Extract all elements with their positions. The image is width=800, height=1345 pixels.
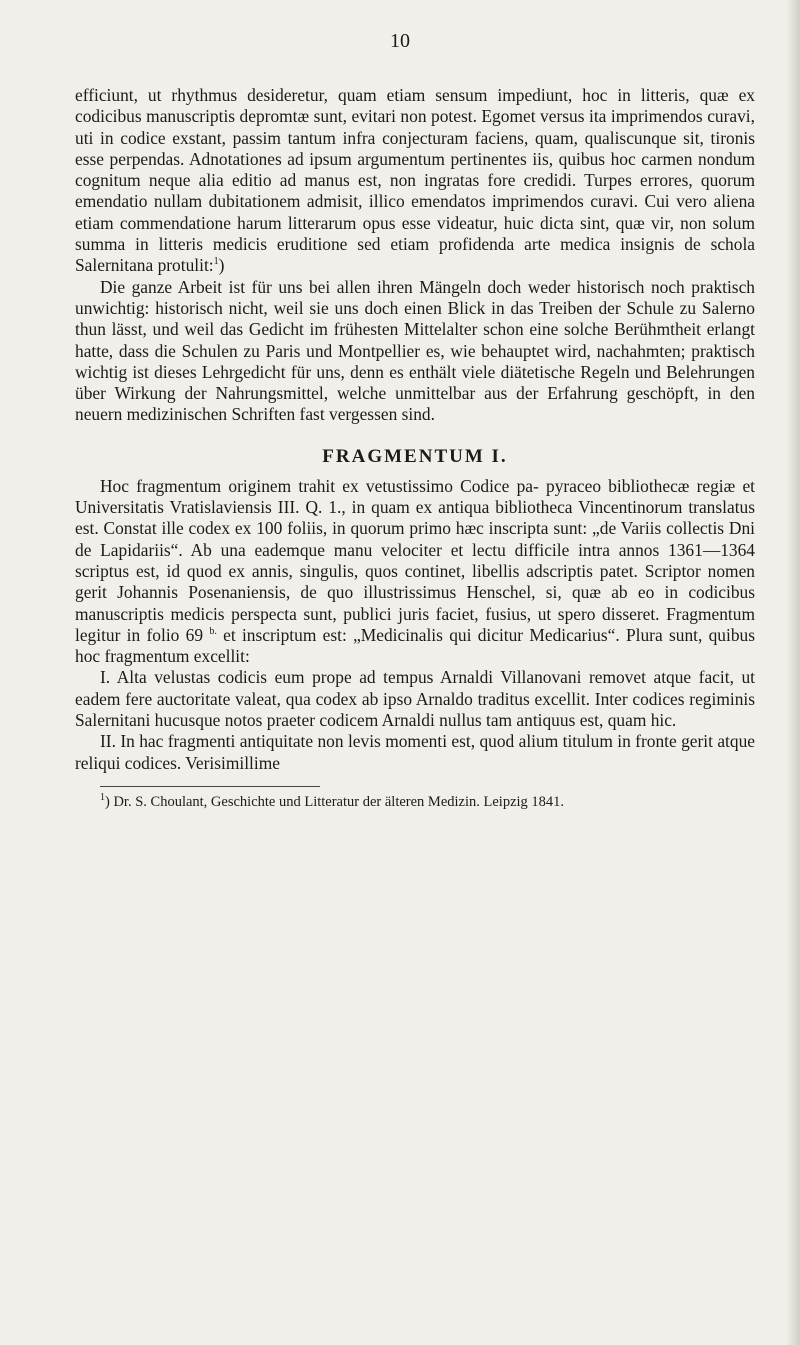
section-heading: FRAGMENTUM I. xyxy=(322,445,508,467)
page-number: 10 xyxy=(390,30,410,52)
footnote-mark: 1 xyxy=(100,792,105,804)
footnote-text: ) Dr. S. Choulant, Geschichte und Litteratur der älteren Medizin. Leipzig 1841. xyxy=(105,793,565,810)
paragraph-quote-german: Die ganze Arbeit ist für uns bei allen ihren Mängeln doch weder historisch noch praktisch unwichtig: historisch nicht, weil sie uns doch einen Blick in das Treiben der Schule zu Salerno thun lässt, und weil das Gedicht im frühesten Mittelalter schon eine solche Berühmtheit erlangt hatte, dass die Schulen zu Paris und Montpellier es, wie behauptet wird, nachahmten; praktisch wichtig ist dieses Lehrgedicht für uns, denn es enthält viele diätetische Regeln und Belehrungen über Wirkung der Nahrungsmittel, welche unmittelbar aus der Erfahrung geschöpft, in den neuern medizinischen Schriften fast vergessen sind. xyxy=(75,276,755,425)
footnote xyxy=(75,793,755,811)
footnote-divider xyxy=(100,786,320,787)
paragraph-intro-text: efficiunt, ut rhythmus desideretur, quam etiam sensum impediunt, hoc in litteris, quæ ex codicibus manuscriptis depromtæ sunt, evitari non potest. Egomet versus ita imprimendos curavi, uti in codice exstant, passim tantum infra conjecturam faciens, quam, qualiscunque sit, tironis esse perpendas. Adnotationes ad ipsum argumentum pertinentes iis, quibus hoc carmen nondum cognitum neque alia editio ad manus est, non ingratas fore credidi. Turpes errores, quorum emendatio nullam dubitationem admisit, illico emendatos imprimendos curavi. Cui vero aliena etiam commendatione harum litterarum opus esse videatur, huic dicta sint, quæ vir, non solum summa in litteris medicis eruditione sed etiam profidenda arte medica insignis de schola Salernitana protulit: xyxy=(75,85,755,276)
body-text xyxy=(75,85,755,811)
list-item-one: I. Alta velustas codicis eum prope ad tempus Arnaldi Villanovani removet atque facit, ut eadem fere auctoritate valeat, qua codex ab ipso Arnaldo traditus excellit. Inter codices regiminis Salernitani hucusque notos praeter codicem Arnaldi nullus tam antiquus est, quam hic. xyxy=(75,667,755,731)
folio-superscript: b. xyxy=(209,626,217,638)
page-edge-shadow xyxy=(786,0,800,1345)
footnote-ref-paren: ) xyxy=(218,255,225,276)
footnote-ref: 1 xyxy=(213,256,219,268)
list-item-two: II. In hac fragmenti antiquitate non levis momenti est, quod alium titulum in fronte gerit atque reliqui codices. Verisimillime xyxy=(75,731,755,773)
codex-description-text: Hoc fragmentum originem trahit ex vetustissimo Codice pa- pyraceo bibliothecæ regiæ et Universitatis Vratislaviensis III. Q. 1., in quam ex antiqua bibliotheca Vincentinorum translatus est. Constat ille codex ex 100 foliis, in quorum primo hæc inscripta sunt: „de Variis collectis Dni de Lapidariis“. Ab una eademque manu velociter et lectu difficile intra annos 1361—1364 scriptus est, id quod ex annis, singulis, quos continet, libellis adscriptis patet. Scriptor nomen gerit Johannis Posenaniensis, de quo illustrissimus Henschel, si, quæ ab eo in codicibus manuscriptis medicis perspecta sunt, publici juris faciet, fusius, ut spero disseret. Fragmentum legitur in folio 69 xyxy=(75,475,755,645)
paragraph-intro xyxy=(75,85,755,277)
paragraph-codex-description xyxy=(75,476,755,668)
codex-description-text-continued: et inscriptum est: „Medicinalis qui dicitur Medicarius“. Plura sunt, quibus hoc fragmentum excellit: xyxy=(75,624,755,667)
